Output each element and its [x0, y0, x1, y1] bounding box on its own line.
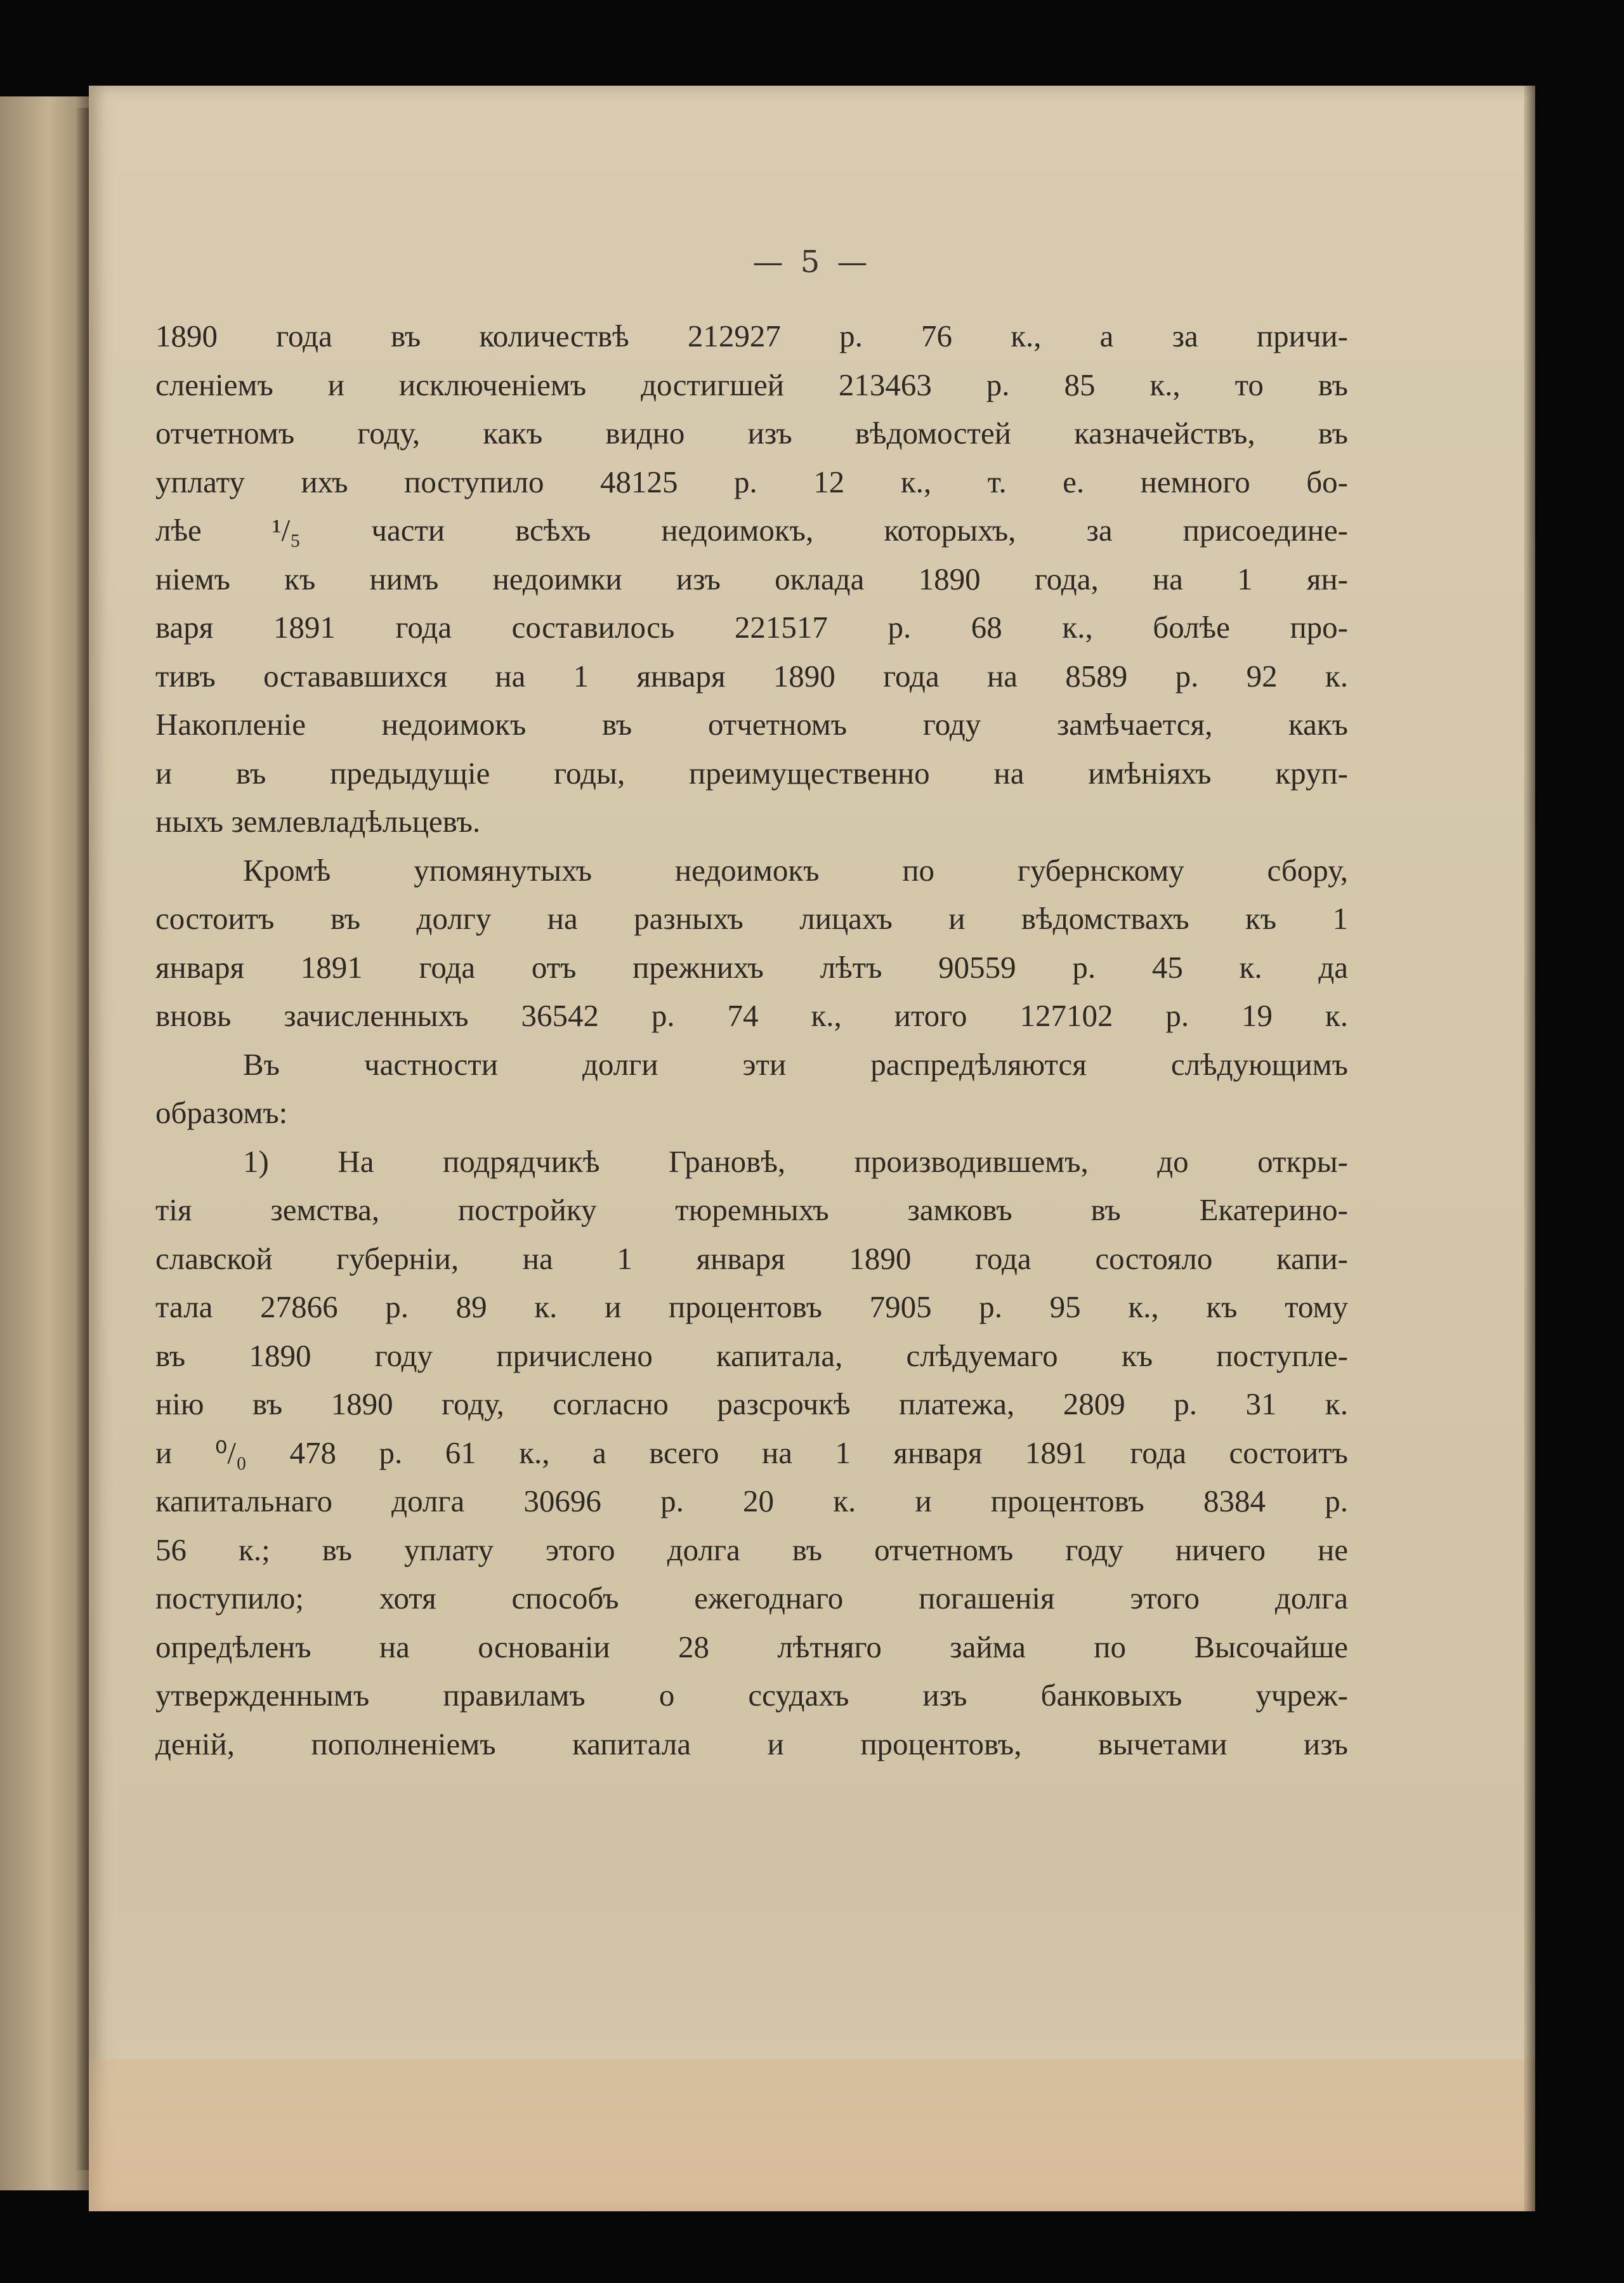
page-number: — 5 —: [752, 244, 872, 280]
text-line: ніемъ къ нимъ недоимки изъ оклада 1890 года, на 1 ян-: [155, 561, 1348, 596]
text-line: опредѣленъ на основаніи 28 лѣтняго займа по Высочайше: [155, 1629, 1348, 1664]
page-stain-band: [89, 2059, 1535, 2211]
text-line: состоитъ въ долгу на разныхъ лицахъ и вѣдомствахъ къ 1: [155, 901, 1348, 936]
text-line: образомъ:: [155, 1095, 288, 1130]
text-line: славской губерніи, на 1 января 1890 года состояло капи-: [155, 1240, 1348, 1276]
text-line: 56 к.; въ уплату этого долга въ отчетномъ году ничего не: [155, 1532, 1348, 1567]
text-line: сленіемъ и исключеніемъ достигшей 213463 р. 85 к., то въ: [155, 367, 1348, 402]
text-line: лѣе ¹/₅ части всѣхъ недоимокъ, которыхъ, за присоедине-: [155, 513, 1348, 548]
text-line: Накопленіе недоимокъ въ отчетномъ году замѣчается, какъ: [155, 707, 1348, 742]
text-line: тія земства, постройку тюремныхъ замковъ въ Екатерино-: [155, 1192, 1348, 1227]
paragraph-start-line: 1) На подрядчикѣ Грановѣ, производившемъ, до откры-: [243, 1143, 1348, 1179]
text-line: вновь зачисленныхъ 36542 р. 74 к., итого 127102 р. 19 к.: [155, 998, 1348, 1033]
text-line: отчетномъ году, какъ видно изъ вѣдомостей казначействъ, въ: [155, 416, 1348, 451]
text-line: уплату ихъ поступило 48125 р. 12 к., т. е. немного бо-: [155, 464, 1348, 499]
text-line: января 1891 года отъ прежнихъ лѣтъ 90559 р. 45 к. да: [155, 949, 1348, 985]
paragraph-start-line: Кромѣ упомянутыхъ недоимокъ по губернскому сбору,: [243, 852, 1348, 888]
text-line: тивъ остававшихся на 1 января 1890 года на 8589 р. 92 к.: [155, 658, 1348, 694]
text-line: въ 1890 году причислено капитала, слѣдуемаго къ поступле-: [155, 1338, 1348, 1373]
text-line: капитальнаго долга 30696 р. 20 к. и процентовъ 8384 р.: [155, 1484, 1348, 1518]
text-line: варя 1891 года составилось 221517 р. 68 к., болѣе про-: [155, 610, 1348, 645]
text-line: 1890 года въ количествѣ 212927 р. 76 к., а за причи-: [155, 319, 1348, 353]
text-line: и ⁰/₀ 478 р. 61 к., а всего на 1 января 1891 года состоитъ: [155, 1435, 1348, 1470]
paragraph-start-line: Въ частности долги эти распредѣляются слѣдующимъ: [243, 1046, 1348, 1082]
text-line: деній, пополненіемъ капитала и процентовъ, вычетами изъ: [155, 1726, 1348, 1761]
text-line: ныхъ землевладѣльцевъ.: [155, 804, 481, 839]
body-text: [155, 312, 1348, 1768]
text-line: поступило; хотя способъ ежегоднаго погашенія этого долга: [155, 1581, 1348, 1615]
text-line: и въ предыдущіе годы, преимущественно на имѣніяхъ круп-: [155, 755, 1348, 791]
text-line: утвержденнымъ правиламъ о ссудахъ изъ банковыхъ учреж-: [155, 1678, 1348, 1713]
text-line: нію въ 1890 году, согласно разсрочкѣ платежа, 2809 р. 31 к.: [155, 1386, 1348, 1421]
text-line: тала 27866 р. 89 к. и процентовъ 7905 р. 95 к., къ тому: [155, 1289, 1348, 1324]
page-right-edge: [1524, 86, 1535, 2211]
